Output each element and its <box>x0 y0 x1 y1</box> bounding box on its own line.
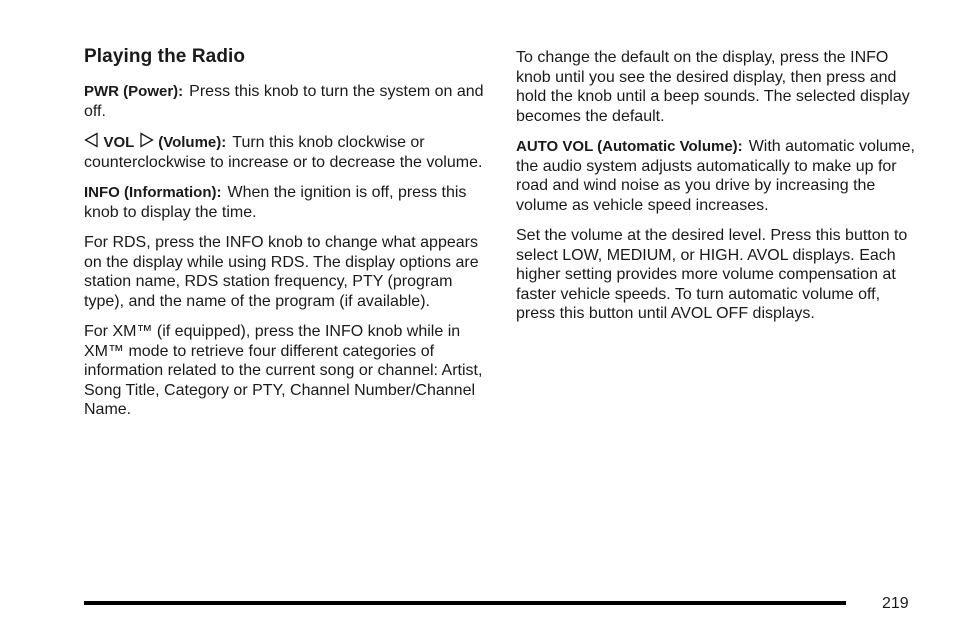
xm-paragraph: For XM™ (if equipped), press the INFO knob while in XM™ mode to retrieve four different categories of information related to the current song or channel: Artist, Song Title, Category or PTY, Channel Number/Channel Name. <box>84 323 483 418</box>
volume-term: (Volume): <box>158 134 227 151</box>
pwr-paragraph <box>84 82 494 121</box>
pwr-term: PWR (Power): <box>84 83 184 100</box>
page-number: 219 <box>882 595 909 612</box>
set-volume-paragraph: Set the volume at the desired level. Press this button to select LOW, MEDIUM, or HIGH. AVOL displays. Each higher setting provides more volume compensation at faster vehicle speeds. To turn automatic volume off, press this button until AVOL OFF displays. <box>516 227 908 322</box>
default-display-paragraph: To change the default on the display, press the INFO knob until you see the desired display, then press and hold the knob until a beep sounds. The selected display becomes the default. <box>516 49 910 125</box>
right-column <box>516 44 921 335</box>
avol-text: With automatic volume, the audio system adjusts automatically to make up for road and wind noise as you drive by increasing the volume as vehicle speed increases. <box>516 138 915 214</box>
vol-text: Turn this knob clockwise or counterclockwise to increase or to decrease the volume. <box>84 134 483 171</box>
pwr-text: Press this knob to turn the system on and off. <box>84 83 484 120</box>
vol-term: VOL <box>103 134 135 151</box>
rds-paragraph: For RDS, press the INFO knob to change what appears on the display while using RDS. The display options are station name, RDS station frequency, PTY (program type), and the name of the program (if available). <box>84 234 479 310</box>
avol-term: AUTO VOL (Automatic Volume): <box>516 138 743 155</box>
vol-paragraph <box>84 132 494 172</box>
info-term: INFO (Information): <box>84 184 222 201</box>
left-column <box>84 44 494 431</box>
triangle-left-icon <box>84 132 99 148</box>
avol-paragraph <box>516 137 921 215</box>
info-paragraph <box>84 183 494 222</box>
footer-rule <box>84 601 846 605</box>
info-text: When the ignition is off, press this knob to display the time. <box>84 184 467 221</box>
triangle-right-icon <box>139 132 154 148</box>
section-title: Playing the Radio <box>84 46 246 67</box>
